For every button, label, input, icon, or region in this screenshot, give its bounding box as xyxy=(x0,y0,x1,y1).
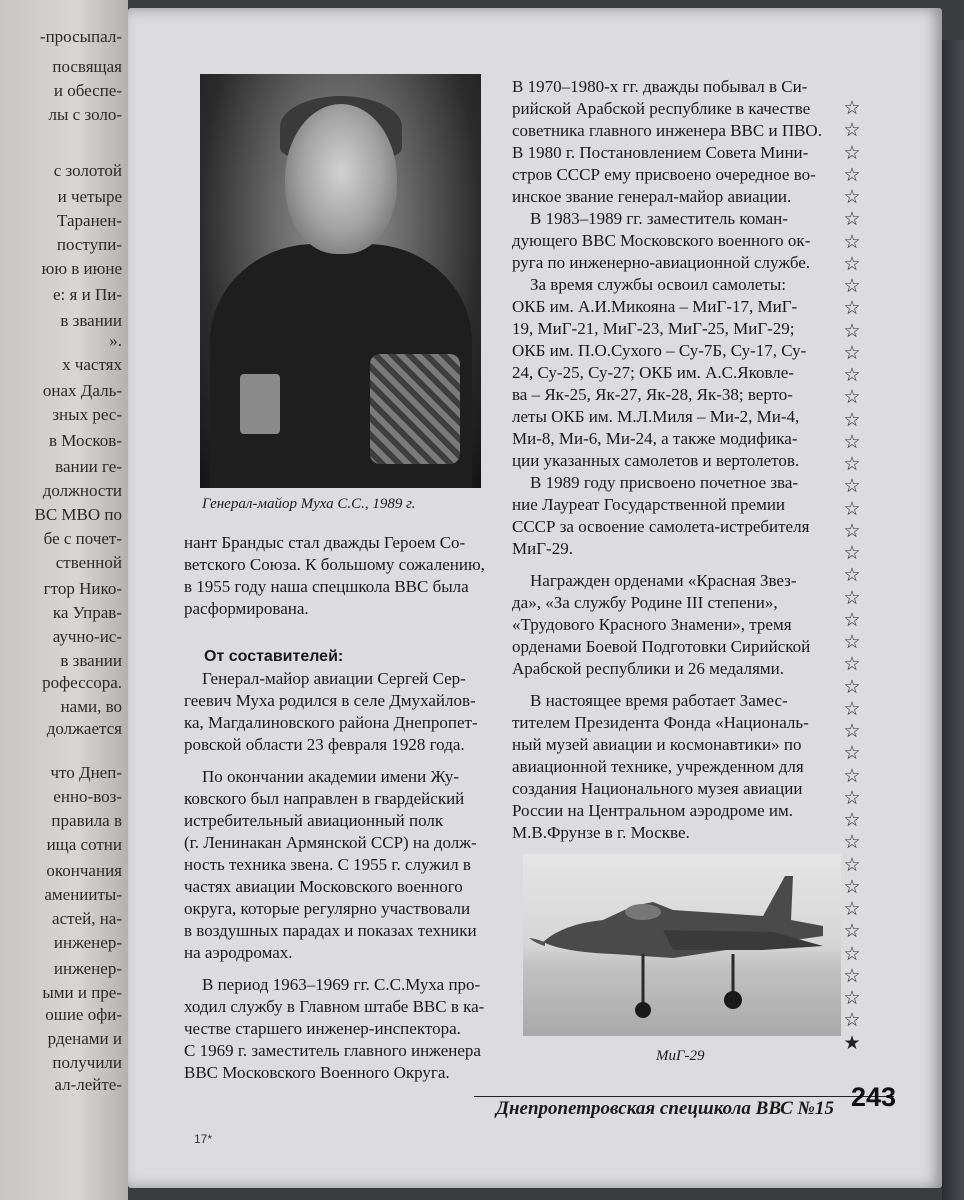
body-text-line: ВВС Московского Военного Округа. xyxy=(184,1063,450,1082)
left-page-text-fragment: ка Управ- xyxy=(52,603,122,622)
body-text-line: расформирована. xyxy=(184,599,309,618)
left-page-text-fragment: что Днеп- xyxy=(50,763,122,782)
star-outline-icon: ☆ xyxy=(843,965,861,987)
body-text-line: истребительный авиационный полк xyxy=(184,811,444,830)
body-text-line: в 1955 году наша спецшкола ВВС была xyxy=(184,577,469,596)
left-page-text-fragment: нами, во xyxy=(60,697,122,716)
portrait-face xyxy=(285,104,397,254)
body-text-line: В 1989 году присвоено почетное зва- xyxy=(530,473,799,492)
body-text-line: авиационной технике, учрежденном для xyxy=(512,757,804,776)
star-outline-icon: ☆ xyxy=(843,120,861,142)
star-outline-icon: ☆ xyxy=(843,298,861,320)
star-outline-icon: ☆ xyxy=(843,231,861,253)
body-text-line: Арабской республики и 26 медалями. xyxy=(512,659,784,678)
left-page-text-fragment: инженер- xyxy=(53,933,122,952)
body-text-line: СССР за освоение самолета-истребителя xyxy=(512,517,810,536)
body-text-line: МиГ-29. xyxy=(512,539,573,558)
left-page-text-fragment: с золотой xyxy=(53,161,122,180)
star-outline-icon: ☆ xyxy=(843,921,861,943)
star-outline-icon: ☆ xyxy=(843,587,861,609)
portrait-photo xyxy=(200,74,481,488)
star-outline-icon: ☆ xyxy=(843,320,861,342)
body-text-line: геевич Муха родился в селе Дмухайлов- xyxy=(184,691,476,710)
star-outline-icon: ☆ xyxy=(843,520,861,542)
body-text-line: ходил службу в Главном штабе ВВС в ка- xyxy=(184,997,485,1016)
body-text-line: в воздушных парадах и показах техники xyxy=(184,921,477,940)
left-page-text-fragment: должности xyxy=(42,481,122,500)
body-text-line: честве старшего инженер-инспектора. xyxy=(184,1019,461,1038)
left-page-text-fragment: в звании xyxy=(60,651,122,670)
star-outline-icon: ☆ xyxy=(843,498,861,520)
star-outline-icon: ☆ xyxy=(843,609,861,631)
star-outline-icon: ☆ xyxy=(843,787,861,809)
body-text-line: ОКБ им. П.О.Сухого – Су-7Б, Су-17, Су- xyxy=(512,341,807,360)
left-page-text-fragment: ыми и пре- xyxy=(42,983,122,1002)
star-outline-icon: ☆ xyxy=(843,810,861,831)
running-footer-title: Днепропетровская спецшкола ВВС №15 xyxy=(496,1098,834,1119)
star-outline-icon: ☆ xyxy=(843,431,861,453)
mig29-illustration xyxy=(523,854,841,1036)
body-text-line: Генерал-майор авиации Сергей Сер- xyxy=(202,669,466,688)
page-number: 243 xyxy=(851,1082,897,1112)
body-text-line: ние Лауреат Государственной премии xyxy=(512,495,786,514)
left-page-text-fragment: посвящая xyxy=(52,57,122,76)
body-text-line: 24, Су-25, Су-27; ОКБ им. А.С.Яковле- xyxy=(512,363,794,382)
left-page-text-fragment: рофессора. xyxy=(42,673,122,692)
star-outline-icon: ☆ xyxy=(843,654,861,676)
star-outline-icon: ☆ xyxy=(843,142,861,164)
body-text-line: С 1969 г. заместитель главного инженера xyxy=(184,1041,481,1060)
body-text-line: По окончании академии имени Жу- xyxy=(202,767,460,786)
left-page-text-fragment: ВС МВО по xyxy=(34,505,122,524)
body-text-line: тителем Президента Фонда «Националь- xyxy=(512,713,809,732)
star-outline-icon: ☆ xyxy=(843,632,861,653)
left-page-text-fragment: вании ге- xyxy=(55,457,122,476)
portrait-badge xyxy=(240,374,280,434)
star-outline-icon: ☆ xyxy=(843,765,861,787)
left-page-text-fragment: енно-воз- xyxy=(53,787,122,806)
body-text-line: Ми-8, Ми-6, Ми-24, а также модифика- xyxy=(512,429,798,448)
left-page-text-fragment: онах Даль- xyxy=(42,381,122,400)
star-column xyxy=(840,98,864,1055)
left-page xyxy=(0,0,128,1200)
body-text-line: ветского Союза. К большому сожалению, xyxy=(184,555,485,574)
left-column-intro xyxy=(184,532,514,620)
left-page-text-fragment: бе с почет- xyxy=(43,529,122,548)
mig29-photo xyxy=(523,854,841,1036)
body-text-line: ции указанных самолетов и вертолетов. xyxy=(512,451,800,470)
left-page-text-fragment: поступи- xyxy=(56,235,122,254)
body-text-line: М.В.Фрунзе в г. Москве. xyxy=(512,823,690,842)
star-outline-icon: ☆ xyxy=(843,698,861,720)
star-outline-icon: ☆ xyxy=(843,565,861,587)
star-outline-icon: ☆ xyxy=(843,1010,861,1032)
plane-caption: МиГ-29 xyxy=(656,1048,705,1064)
body-text-line: В настоящее время работает Замес- xyxy=(530,691,788,710)
star-outline-icon: ☆ xyxy=(843,187,861,208)
left-page-text-fragment: ища сотни xyxy=(46,835,122,854)
body-text-line: ковского был направлен в гвардейский xyxy=(184,789,465,808)
left-page-text-fragment: и четыре xyxy=(57,187,122,206)
body-text-line: частях авиации Московского военного xyxy=(184,877,463,896)
left-page-text-fragment: зных рес- xyxy=(52,405,122,424)
star-outline-icon: ☆ xyxy=(843,743,861,765)
star-outline-icon: ☆ xyxy=(843,943,861,965)
left-page-text-fragment: ошие офи- xyxy=(45,1005,122,1024)
left-page-text-fragment: окончания xyxy=(46,861,122,880)
left-page-text-fragment: х частях xyxy=(62,355,122,374)
star-outline-icon: ☆ xyxy=(843,676,861,698)
body-text-line: орденами Боевой Подготовки Сирийской xyxy=(512,637,811,656)
left-page-text-fragment: астей, на- xyxy=(52,909,122,928)
body-text-line: нант Брандыс стал дважды Героем Со- xyxy=(184,533,466,552)
star-outline-icon: ☆ xyxy=(843,832,861,854)
left-page-text-fragment: лы с золо- xyxy=(48,105,122,124)
star-outline-icon: ☆ xyxy=(843,454,861,475)
star-outline-icon: ☆ xyxy=(843,98,861,119)
left-page-text-fragment: Таранен- xyxy=(57,211,122,230)
left-page-text-fragment: гтор Нико- xyxy=(43,579,122,598)
left-page-text-fragment: ственной xyxy=(55,553,122,572)
star-outline-icon: ☆ xyxy=(843,342,861,364)
left-page-text-fragment: рденами и xyxy=(47,1029,122,1048)
star-outline-icon: ☆ xyxy=(843,543,861,564)
left-page-text-fragment: аучно-ис- xyxy=(52,627,122,646)
star-outline-icon: ☆ xyxy=(843,276,861,297)
body-text-line: В 1980 г. Постановлением Совета Мини- xyxy=(512,143,809,162)
star-outline-icon: ☆ xyxy=(843,899,861,920)
star-outline-icon: ☆ xyxy=(843,387,861,409)
left-page-text-fragment: в Москов- xyxy=(48,431,122,450)
footer-rule xyxy=(474,1096,894,1097)
body-text-line: округа, которые регулярно участвовали xyxy=(184,899,471,918)
body-text-line: В 1983–1989 гг. заместитель коман- xyxy=(530,209,788,228)
star-outline-icon: ☆ xyxy=(843,854,861,876)
body-text-line: руга по инженерно-авиационной службе. xyxy=(512,253,811,272)
body-text-line: инское звание генерал-майор авиации. xyxy=(512,187,792,206)
body-text-line: ОКБ им. А.И.Микояна – МиГ-17, МиГ- xyxy=(512,297,798,316)
star-outline-icon: ☆ xyxy=(843,876,861,898)
body-text-line: рийской Арабской республике в качестве xyxy=(512,99,811,118)
body-text-line: Награжден орденами «Красная Звез- xyxy=(530,571,797,590)
body-text-line: на аэродромах. xyxy=(184,943,293,962)
body-text-line: советника главного инженера ВВС и ПВО. xyxy=(512,121,822,140)
photo-caption: Генерал-майор Муха С.С., 1989 г. xyxy=(202,496,416,512)
left-page-text-fragment: в звании xyxy=(60,311,122,330)
star-outline-icon: ☆ xyxy=(843,365,861,386)
left-page-text-fragment: -просыпал- xyxy=(39,27,122,46)
body-text-line: ный музей авиации и космонавтики» по xyxy=(512,735,802,754)
left-page-text-fragment: правила в xyxy=(51,811,122,830)
left-page-text-fragment: юю в июне xyxy=(41,259,122,278)
star-outline-icon: ☆ xyxy=(843,209,861,231)
section-heading: От составителей: xyxy=(204,648,344,665)
body-text-line: За время службы освоил самолеты: xyxy=(530,275,787,294)
star-outline-icon: ☆ xyxy=(843,164,861,186)
body-text-line: ва – Як-25, Як-27, Як-28, Як-38; верто- xyxy=(512,385,793,404)
star-outline-icon: ☆ xyxy=(843,988,861,1009)
body-text-line: ка, Магдалиновского района Днепропет- xyxy=(184,713,478,732)
left-page-text-fragment: получили xyxy=(52,1053,122,1072)
left-page-text-fragment: и обеспе- xyxy=(53,81,122,100)
body-text-line: ровской области 23 февраля 1928 года. xyxy=(184,735,465,754)
body-text-line: стров СССР ему присвоено очередное во- xyxy=(512,165,816,184)
star-outline-icon: ☆ xyxy=(843,409,861,431)
right-column-bio xyxy=(512,76,842,844)
body-text-line: создания Национального музея авиации xyxy=(512,779,803,798)
signature-mark: 17* xyxy=(194,1132,213,1146)
body-text-line: «Трудового Красного Знамени», тремя xyxy=(512,615,792,634)
star-outline-icon: ☆ xyxy=(843,721,861,742)
body-text-line: В период 1963–1969 гг. С.С.Муха про- xyxy=(202,975,481,994)
body-text-line: ность техника звена. С 1955 г. служил в xyxy=(184,855,471,874)
left-page-text-fragment: ал-лейте- xyxy=(54,1075,122,1094)
left-page-text-fragment: должается xyxy=(46,719,122,738)
book-spine xyxy=(942,40,964,1200)
left-page-text-fragment: ». xyxy=(109,331,122,350)
body-text-line: (г. Ленинакан Армянской ССР) на долж- xyxy=(184,833,477,852)
left-column-bio xyxy=(184,668,514,1084)
star-outline-icon: ☆ xyxy=(843,253,861,275)
body-text-line: В 1970–1980-х гг. дважды побывал в Си- xyxy=(512,77,808,96)
portrait-medals xyxy=(370,354,460,464)
filled-star-icon: ★ xyxy=(843,1032,861,1054)
left-page-text-fragment: аменииты- xyxy=(44,885,122,904)
body-text-line: да», «За службу Родине III степени», xyxy=(512,593,778,612)
body-text-line: дующего ВВС Московского военного ок- xyxy=(512,231,811,250)
left-page-text-fragment: инженер- xyxy=(53,959,122,978)
right-page xyxy=(128,8,942,1188)
body-text-line: леты ОКБ им. М.Л.Миля – Ми-2, Ми-4, xyxy=(512,407,800,426)
left-page-text-fragment: е: я и Пи- xyxy=(53,285,122,304)
star-outline-icon: ☆ xyxy=(843,476,861,498)
body-text-line: 19, МиГ-21, МиГ-23, МиГ-25, МиГ-29; xyxy=(512,319,795,338)
body-text-line: России на Центральном аэродроме им. xyxy=(512,801,793,820)
